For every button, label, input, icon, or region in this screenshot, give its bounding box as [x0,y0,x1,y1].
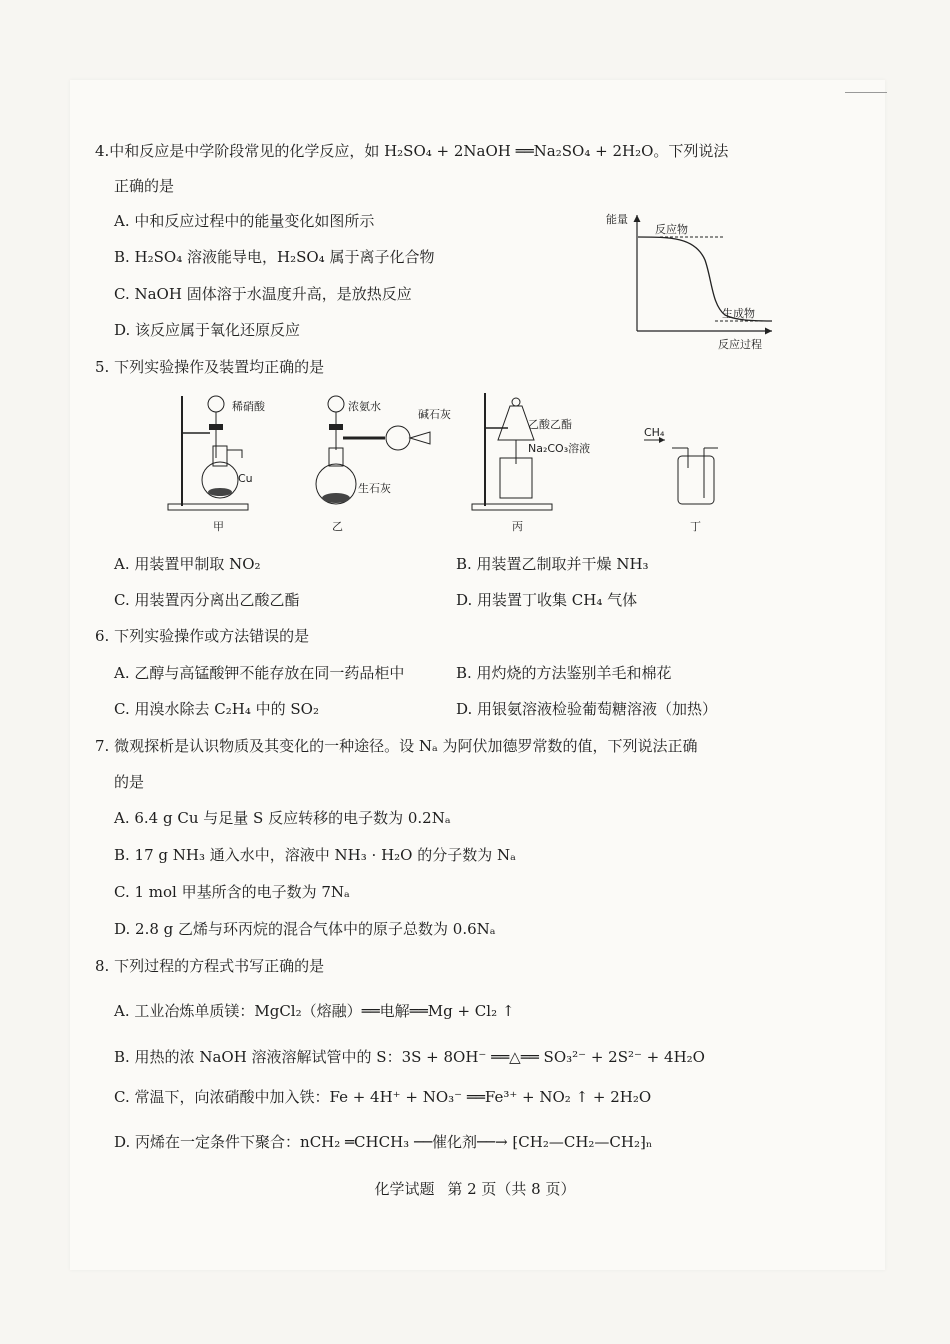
q8-option-d: D. 丙烯在一定条件下聚合：nCH₂ ═CHCH₃ ──催化剂──→ ⁅CH₂—CH₂—CH₂⁆ₙ [114,1133,653,1151]
jia-label-cu: Cu [238,472,253,485]
q8-option-a: A. 工业冶炼单质镁：MgCl₂（熔融）══电解══Mg + Cl₂ ↑ [114,1002,515,1020]
q5-option-d: D. 用装置丁收集 CH₄ 气体 [456,591,638,609]
q6-option-c: C. 用溴水除去 C₂H₄ 中的 SO₂ [114,700,319,718]
bing-label-ester: 乙酸乙酯 [528,418,572,431]
yi-label-quicklime: 生石灰 [358,482,391,495]
q8-stem: 8. 下列过程的方程式书写正确的是 [95,957,325,975]
graph-ylabel: 能量 [606,213,628,226]
q6-option-a: A. 乙醇与高锰酸钾不能存放在同一药品柜中 [114,664,405,682]
q4-option-c: C. NaOH 固体溶于水温度升高，是放热反应 [114,285,412,303]
q4-option-a: A. 中和反应过程中的能量变化如图所示 [114,212,375,230]
q5-option-b: B. 用装置乙制取并干燥 NH₃ [456,555,649,573]
q7-option-b: B. 17 g NH₃ 通入水中，溶液中 NH₃ · H₂O 的分子数为 Nₐ [114,846,516,864]
graph-product-label: 生成物 [722,307,755,320]
graph-reactant-label: 反应物 [655,223,688,236]
yi-name: 乙 [332,520,343,533]
footer-subject: 化学试题 [374,1180,435,1198]
q5-apparatus-figure [160,388,740,536]
q4-stem-line2: 正确的是 [114,177,175,195]
q5-option-c: C. 用装置丙分离出乙酸乙酯 [114,591,300,609]
q8-option-c: C. 常温下，向浓硝酸中加入铁：Fe + 4H⁺ + NO₃⁻ ══Fe³⁺ + NO₂ ↑ + 2H₂O [114,1088,652,1106]
q7-option-c: C. 1 mol 甲基所含的电子数为 7Nₐ [114,883,350,901]
graph-xlabel: 反应过程 [718,338,762,351]
jia-label-acid: 稀硝酸 [232,400,265,413]
bing-label-na2co3: Na₂CO₃溶液 [528,442,591,455]
q5-option-a: A. 用装置甲制取 NO₂ [114,555,261,573]
ding-label-ch4: CH₄ [644,426,665,439]
q5-stem: 5. 下列实验操作及装置均正确的是 [95,358,325,376]
ding-name: 丁 [690,520,701,533]
footer-page: 第 2 页（共 8 页） [447,1180,576,1198]
jia-name: 甲 [213,520,224,533]
q6-stem: 6. 下列实验操作或方法错误的是 [95,627,310,645]
apparatus-jia [168,396,266,533]
apparatus-yi [316,396,451,533]
yi-label-sodalime: 碱石灰 [418,408,451,421]
q7-option-d: D. 2.8 g 乙烯与环丙烷的混合气体中的原子总数为 0.6Nₐ [114,920,496,938]
q7-option-a: A. 6.4 g Cu 与足量 S 反应转移的电子数为 0.2Nₐ [114,809,451,827]
apparatus-bing [472,393,590,533]
q4-option-d: D. 该反应属于氧化还原反应 [114,321,301,339]
bing-name: 丙 [512,520,523,533]
corner-rule [845,92,887,93]
q7-stem-line1: 7. 微观探析是认识物质及其变化的一种途径。设 Nₐ 为阿伏加德罗常数的值，下列说法正确 [95,737,698,755]
apparatus-ding [644,426,718,533]
q6-option-b: B. 用灼烧的方法鉴别羊毛和棉花 [456,664,672,682]
q7-stem-line2: 的是 [114,773,145,791]
q4-stem-line1: 4.中和反应是中学阶段常见的化学反应，如 H₂SO₄ + 2NaOH ══Na₂SO₄ + 2H₂O。下列说法 [95,142,729,160]
q4-option-b: B. H₂SO₄ 溶液能导电，H₂SO₄ 属于离子化合物 [114,248,435,266]
page-footer [0,1178,950,1199]
q8-option-b: B. 用热的浓 NaOH 溶液溶解试管中的 S：3S + 8OH⁻ ══△══ SO₃²⁻ + 2S²⁻ + 4H₂O [114,1048,705,1066]
yi-label-ammonia: 浓氨水 [348,400,381,413]
q4-energy-graph [600,205,780,355]
q6-option-d: D. 用银氨溶液检验葡萄糖溶液（加热） [456,700,718,718]
